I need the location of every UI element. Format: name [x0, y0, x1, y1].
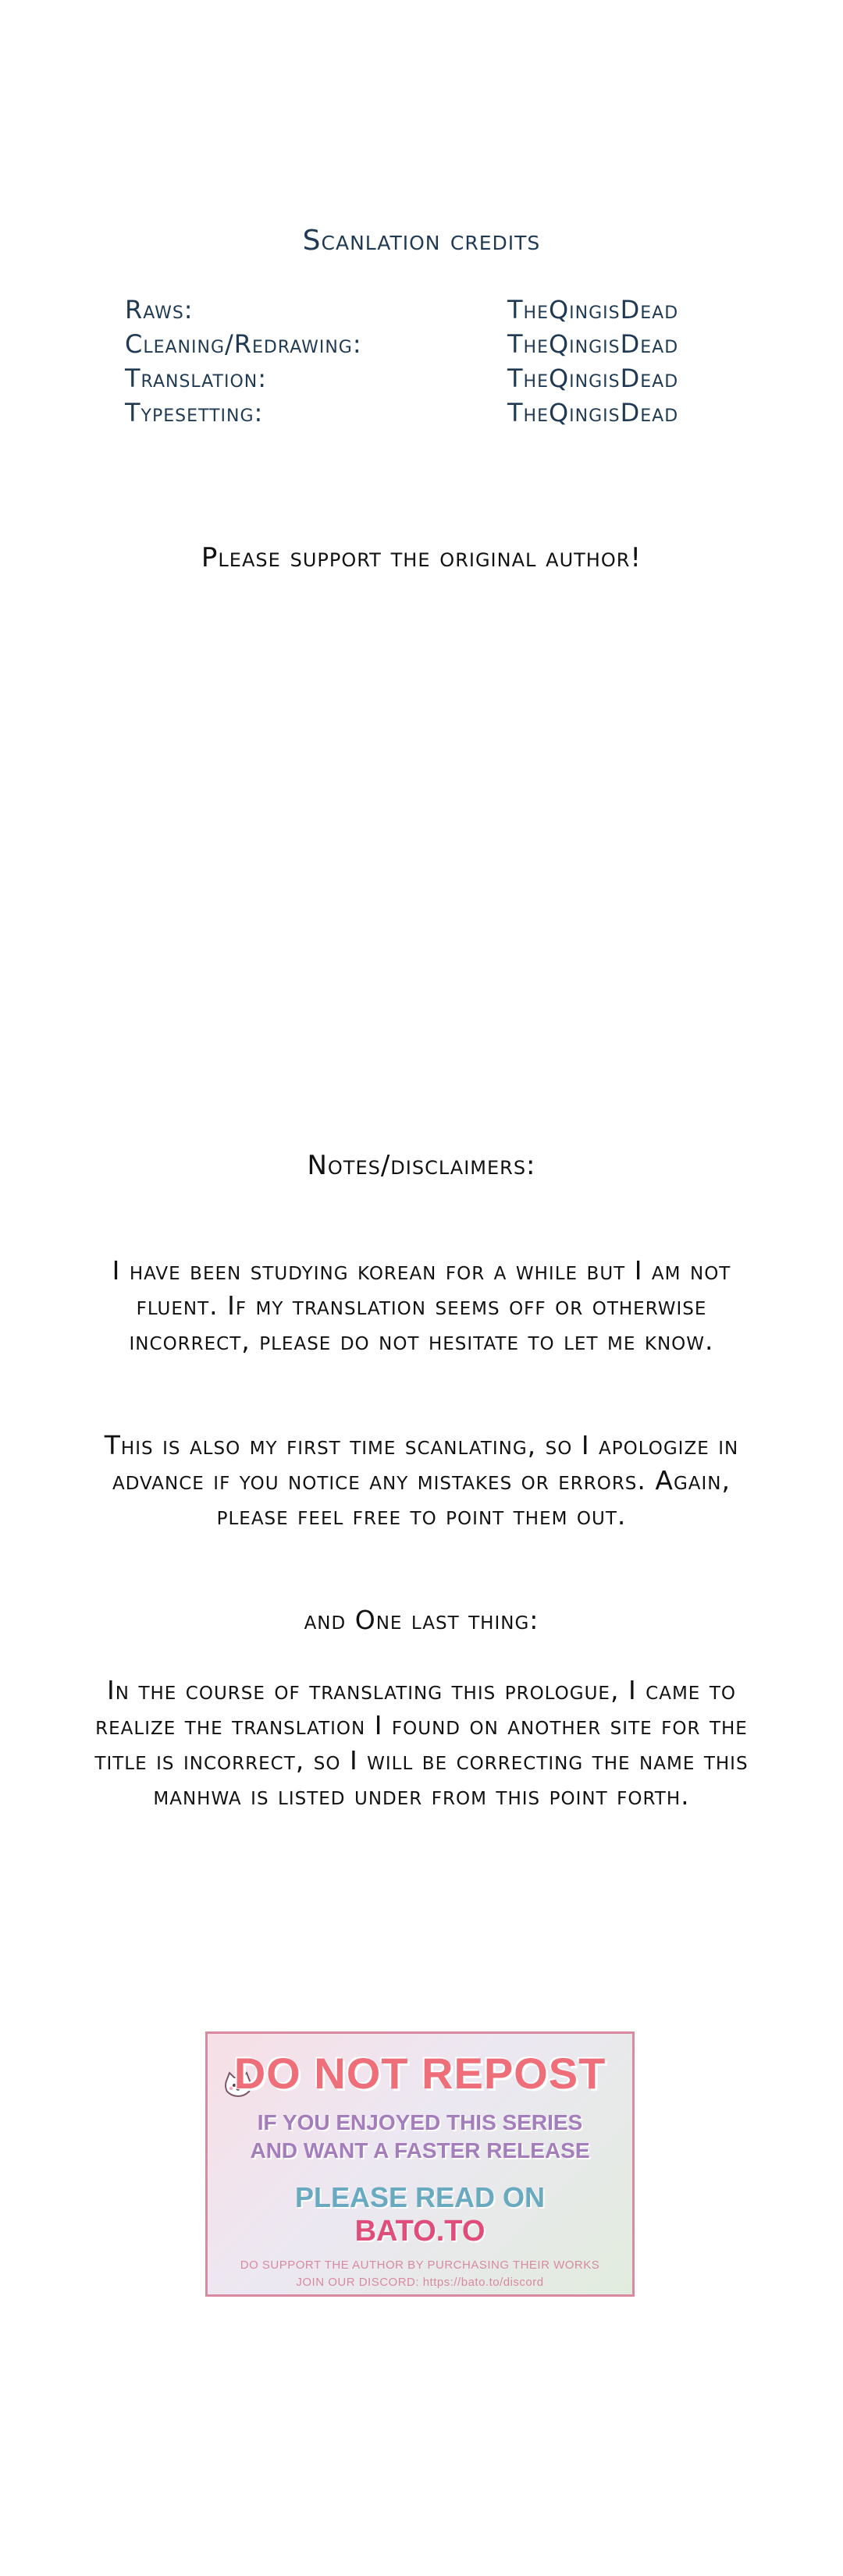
notes-paragraph-first-time: This is also my first time scanlating, so I apologize in advance if you notice any mistakes or errors. Again, please feel free to point them out.	[104, 1430, 739, 1531]
support-author-text: Please support the original author!	[201, 542, 642, 573]
notes-title: Notes/disclaimers:	[307, 1150, 536, 1181]
do-not-repost-heading: DO NOT REPOST	[233, 2049, 606, 2098]
read-on-text: PLEASE READ ON	[294, 2181, 546, 2213]
do-not-repost-banner	[205, 2031, 635, 2297]
credit-name: TheQingisDead	[507, 295, 679, 325]
support-author-line: DO SUPPORT THE AUTHOR BY PURCHASING THEIR WORKS	[240, 2258, 600, 2272]
notes-paragraph-fluency: I have been studying korean for a while but I am not fluent. If my translation seems off or otherwise incorrect, please do not hesitate to let me know.	[112, 1255, 731, 1356]
enjoy-text	[208, 2109, 632, 2165]
enjoy-line-2: AND WANT A FASTER RELEASE	[250, 2138, 590, 2163]
credit-row-translation	[125, 364, 734, 398]
credit-name: TheQingisDead	[507, 329, 679, 359]
credits-title: Scanlation credits	[302, 225, 541, 257]
notes-paragraph-last-thing: and One last thing:	[304, 1605, 539, 1635]
credit-role: Raws:	[125, 295, 194, 325]
credit-row-raws	[125, 295, 734, 329]
enjoy-line-1: IF YOU ENJOYED THIS SERIES	[257, 2110, 583, 2134]
discord-link[interactable]: JOIN OUR DISCORD: https://bato.to/discord	[296, 2276, 544, 2289]
credit-role: Typesetting:	[125, 398, 264, 428]
credit-row-cleaning	[125, 329, 734, 364]
credit-name: TheQingisDead	[507, 398, 679, 428]
credit-role: Translation:	[125, 364, 267, 393]
credit-role: Cleaning/Redrawing:	[125, 329, 362, 359]
credit-row-typesetting	[125, 398, 734, 432]
credit-name: TheQingisDead	[507, 364, 679, 393]
bato-site-link[interactable]: BATO.TO	[354, 2215, 486, 2248]
notes-paragraph-title-correction: In the course of translating this prologue, I came to realize the translation I found on another site for the title is incorrect, so I will be correcting the name this manhwa is listed under from this point forth.	[94, 1675, 749, 1811]
